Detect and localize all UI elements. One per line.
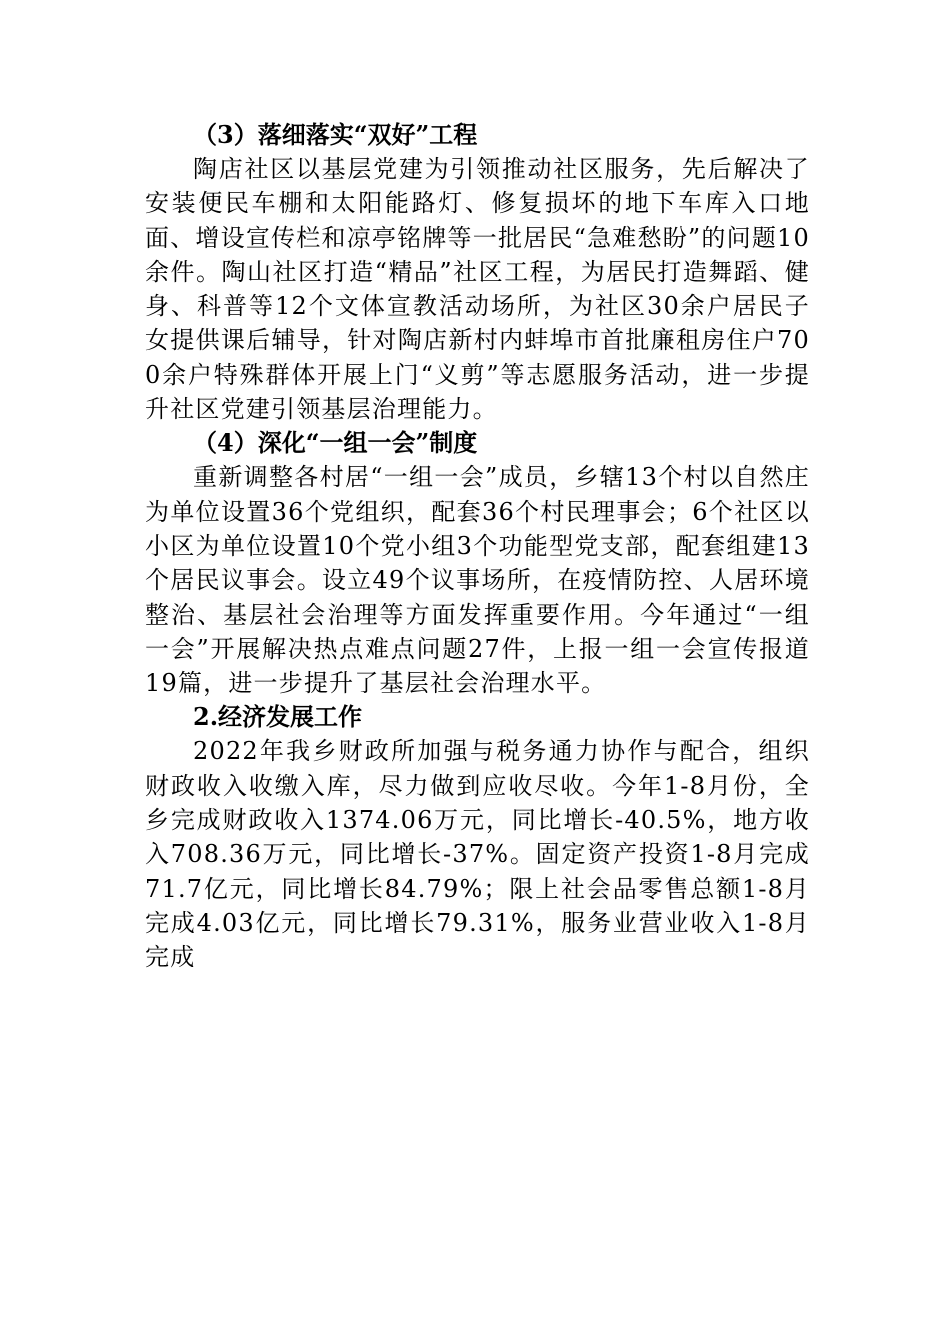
section-paragraph-4: 重新调整各村居“一组一会”成员，乡辖13个村以自然庄为单位设置36个党组织，配套36个村民理事会；6个社区以小区为单位设置10个党小组3个功能型党支部，配套组建13个居民议事会。设立49个议事场所，在疫情防控、人居环境整治、基层社会治理等方面发挥重要作用。今年通过“一组一会”开展解决热点难点问题27件，上报一组一会宣传报道19篇，进一步提升了基层社会治理水平。 — [145, 463, 810, 698]
document-body — [145, 118, 810, 975]
section-paragraph-economy: 2022年我乡财政所加强与税务通力协作与配合，组织财政收入收缴入库，尽力做到应收尽收。今年1-8月份，全乡完成财政收入1374.06万元，同比增长-40.5%，地方收入708.36万元，同比增长-37%。固定资产投资1-8月完成71.7亿元，同比增长84.79%；限上社会品零售总额1-8月完成4.03亿元，同比增长79.31%，服务业营业收入1-8月完成 — [145, 737, 810, 972]
section-heading-4: （4）深化“一组一会”制度 — [193, 428, 478, 458]
section-heading-3: （3）落细落实“双好”工程 — [193, 120, 478, 149]
section-paragraph-3: 陶店社区以基层党建为引领推动社区服务，先后解决了安装便民车棚和太阳能路灯、修复损坏的地下车库入口地面、增设宣传栏和凉亭铭牌等一批居民“急难愁盼”的问题10余件。陶山社区打造“精品”社区工程，为居民打造舞蹈、健身、科普等12个文体宣教活动场所，为社区30余户居民子女提供课后辅导，针对陶店新村内蚌埠市首批廉租房住户700余户特殊群体开展上门“义剪”等志愿服务活动，进一步提升社区党建引领基层治理能力。 — [145, 155, 810, 424]
section-heading-economy: 2.经济发展工作 — [193, 702, 363, 732]
